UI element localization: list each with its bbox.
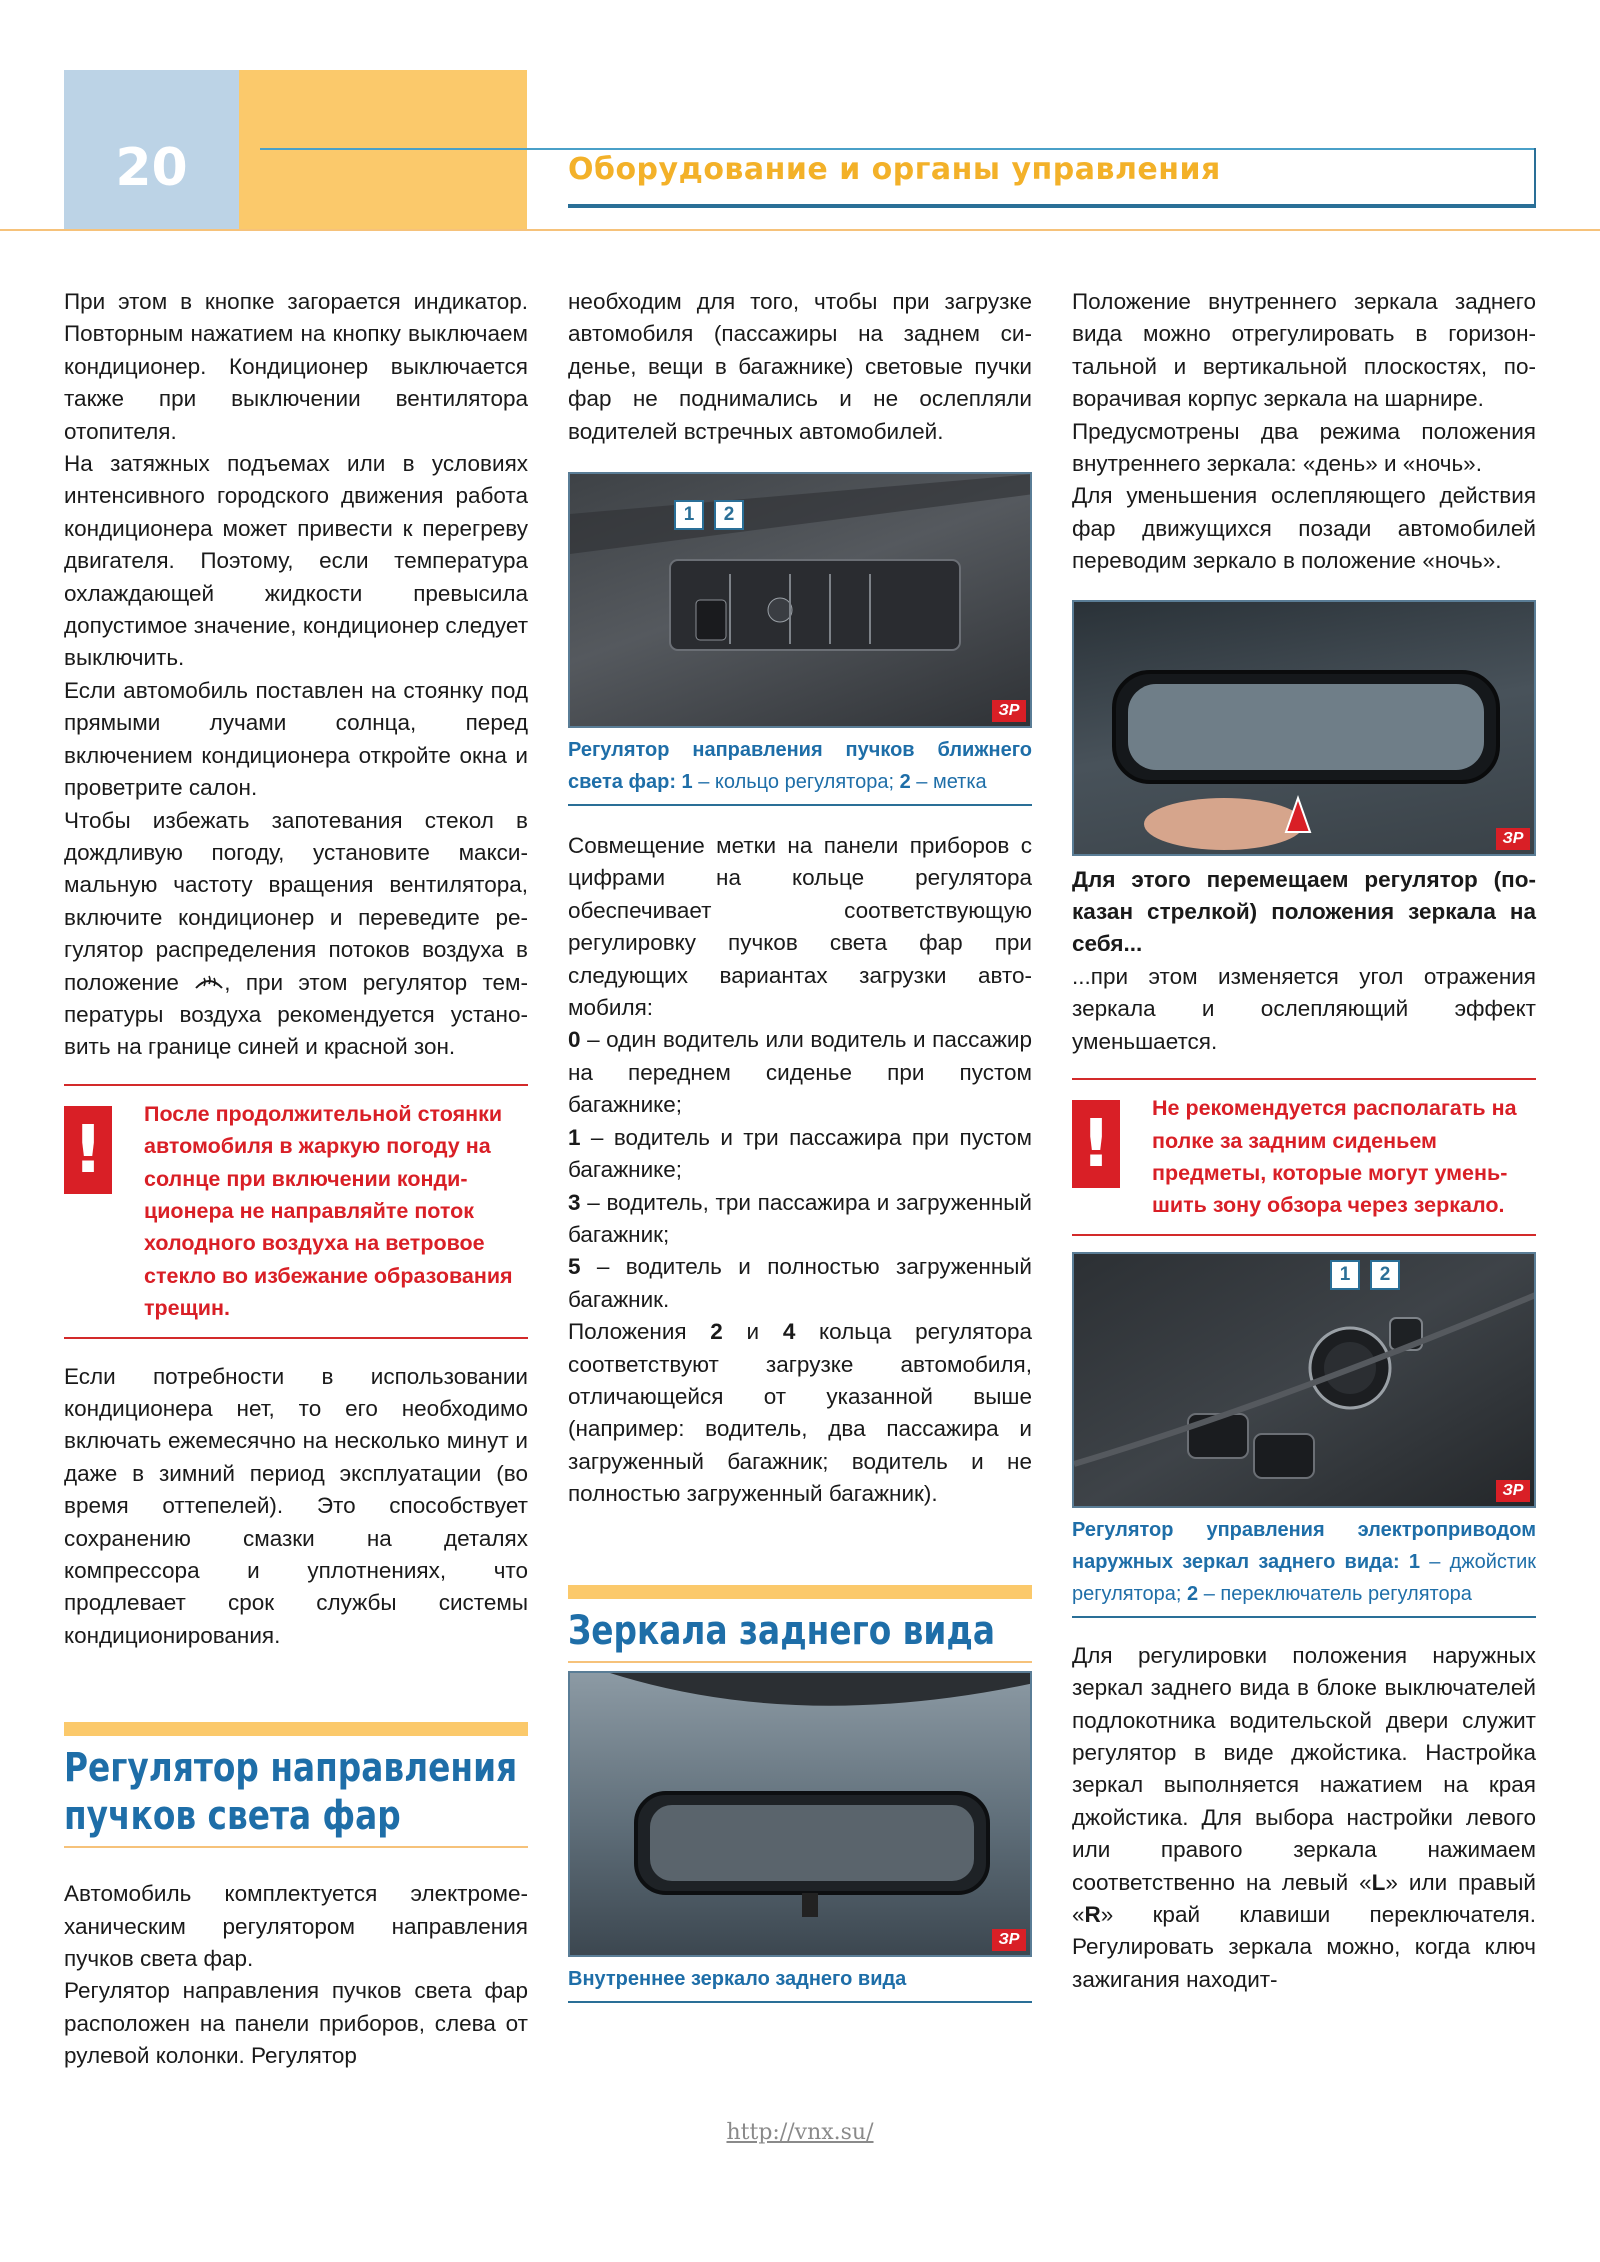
callout-2: 2 — [714, 500, 744, 530]
paragraph: Для уменьшения ослепляющего действия фар движущихся позади автомобилей переводим зеркало в положение «ночь». — [1072, 483, 1536, 574]
list-item — [568, 1251, 1032, 1316]
warning-icon: ! — [64, 1106, 112, 1194]
heading-bar — [568, 1585, 1032, 1599]
column-middle — [568, 286, 1032, 2003]
publisher-badge: ЗР — [992, 1929, 1026, 1951]
paragraph-text: и — [722, 1319, 783, 1345]
header-divider — [0, 229, 1600, 231]
paragraph-text: » или правый « — [1072, 1869, 1536, 1927]
caption-number: 2 — [899, 771, 911, 794]
door-controls-illustration — [1074, 1254, 1536, 1506]
caption-text: – метка — [910, 771, 987, 794]
photo-outside-mirror-controls — [1072, 1252, 1536, 1508]
footer-link[interactable]: http://vnx.su/ — [726, 2120, 874, 2145]
publisher-badge: ЗР — [1496, 828, 1530, 850]
mirror-lever-illustration — [1074, 602, 1536, 854]
publisher-badge: ЗР — [1496, 1480, 1530, 1502]
warning-box — [1072, 1078, 1536, 1236]
paragraph-bold: Для этого перемещаем регулятор (показан стрелкой) положения зеркала на себя... — [1072, 866, 1536, 957]
publisher-badge: ЗР — [992, 700, 1026, 722]
paragraph: Предусмотрены два режима положения внутреннего зеркала: «день» и «ночь». — [1072, 418, 1536, 477]
caption-bold: Регулятор управления электроприводом наружных зеркал заднего вида: 1 — [1072, 1518, 1536, 1573]
paragraph-text: Чтобы избежать запотевания стекол в дождливую погоду, установите максимальную частоту вращения вентилятора, включите кондиционер и переведите регулятор распределения потоков воздуха в положение — [64, 807, 528, 995]
paragraph — [1072, 1640, 1536, 1996]
caption-headlight-regulator — [568, 728, 1032, 806]
paragraph: Положение внутреннего зеркала заднего вида можно отрегулировать в горизонтальной и вертикальной плоскостях, поворачивая корпус зеркала на шарнире. — [1072, 289, 1536, 412]
list-item — [568, 1024, 1032, 1121]
column-left — [64, 286, 528, 2073]
caption-interior-mirror: Внутреннее зеркало заднего вида — [568, 1957, 1032, 2003]
caption-bold: Регулятор направления пучков ближнего света фар: 1 — [568, 739, 1032, 794]
list-number: 3 — [568, 1189, 581, 1215]
header-accent-box — [239, 70, 527, 230]
paragraph-text: » край клавиши переключателя. Регулировать зеркала можно, когда ключ зажигания находит- — [1072, 1901, 1536, 1992]
paragraph: Если автомобиль поставлен на стоянку под прямыми лучами солнца, перед включением кондиционера откройте окна и проветрите салон. — [64, 677, 528, 801]
header-underline — [568, 204, 1536, 208]
heading-mirrors: Зеркала заднего вида — [568, 1607, 996, 1654]
photo-mirror-day-night-lever — [1072, 600, 1536, 856]
paragraph — [568, 1316, 1032, 1510]
list-item — [568, 1122, 1032, 1187]
heading-underline — [568, 1661, 1032, 1663]
paragraph-number: 2 — [710, 1319, 723, 1345]
paragraph: Совмещение метки на панели приборов с цифрами на кольце регулятора обеспечивает соответствующую регулировку пучков света фар при следующих вариантах загрузки автомобиля: — [568, 833, 1032, 1021]
paragraph: необходим для того, чтобы при загрузке автомобиля (пассажиры на заднем сиденье, вещи в багажнике) световые пучки фар не поднимались и не ослепляли водителей встречных автомобилей. — [568, 289, 1032, 444]
list-number: 5 — [568, 1254, 581, 1280]
callout-1: 1 — [1330, 1260, 1360, 1290]
callout-1: 1 — [674, 500, 704, 530]
interior-mirror-illustration — [570, 1673, 1032, 1955]
callout-2: 2 — [1370, 1260, 1400, 1290]
heading-headlight-leveling: Регулятор направления пучков света фар — [64, 1745, 518, 1840]
list-text: – водитель и полностью загруженный багажник. — [568, 1254, 1032, 1312]
warning-text: После продолжительной стоянки автомобиля в жаркую погоду на солнце при включении кондиционера не направляйте поток холодного воздуха на ветровое стекло во избежание образования трещин. — [144, 1101, 513, 1321]
paragraph: Автомобиль комплектуется электромеханическим регулятором направления пучков света фар. — [64, 1881, 528, 1972]
dashboard-panel-illustration — [570, 474, 1032, 726]
paragraph-text: Для регулировки положения наружных зеркал заднего вида в блоке выключателей подлокотника водительской двери служит регулятор в виде джойстика. Настройка зеркал выполняется нажатием на края джойстика. Для выбора настройки левого или правого зеркала нажимаем соответственно на левый « — [1072, 1642, 1536, 1895]
caption-outside-mirror-controls — [1072, 1508, 1536, 1618]
windshield-defrost-icon — [194, 972, 224, 992]
paragraph: Если потребности в использовании кондиционера нет, то его необходимо включать ежемесячно на несколько минут и даже в зимний период эксплуатации (во время оттепелей). Это способствует сохранению смазки на деталях компрессора и уплотнениях, что продлевает срок службы системы кондиционирования. — [64, 1363, 528, 1648]
section-title: Оборудование и органы управления — [568, 152, 1221, 187]
caption-text: – переключатель регулятора — [1198, 1582, 1472, 1605]
header-rule — [260, 148, 1536, 150]
warning-text: Не рекомендуется располагать на полке за задним сиденьем предметы, которые могут уменьшить зону обзора через зеркало. — [1152, 1096, 1517, 1218]
paragraph: ...при этом изменяется угол отражения зеркала и ослепляющий эффект уменьшается. — [1072, 963, 1536, 1054]
caption-text: – кольцо регулятора; — [692, 771, 900, 794]
list-number: 0 — [568, 1027, 581, 1053]
paragraph-text: , при этом регулятор температуры воздуха рекомендуется установить на границе синей и красной зон. — [64, 969, 528, 1060]
caption-number: 2 — [1187, 1582, 1199, 1605]
key-letter: R — [1084, 1901, 1101, 1927]
list-text: – водитель и три пассажира при пустом багажнике; — [568, 1124, 1032, 1183]
paragraph-text: кольца регулятора соответствуют загрузке автомобиля, отличающейся от указанной выше (например: водитель, два пассажира и загруженный багажник; водитель и не полностью загруженный багажник). — [568, 1319, 1033, 1507]
header-rule-end — [1534, 148, 1536, 208]
photo-headlight-regulator — [568, 472, 1032, 728]
paragraph: Регулятор направления пучков света фар расположен на панели приборов, слева от рулевой колонки. Регулятор — [64, 1978, 528, 2069]
warning-icon: ! — [1072, 1100, 1120, 1188]
paragraph: На затяжных подъемах или в условиях интенсивного городского движения работа кондиционера может привести к перегреву двигателя. Поэтому, если температура охлаждающей жидкости превысила допустимое значение, кондиционер следует выключить. — [64, 451, 528, 671]
key-letter: L — [1371, 1869, 1386, 1895]
paragraph-text: Положения — [568, 1319, 711, 1345]
warning-box — [64, 1084, 528, 1339]
list-number: 1 — [568, 1124, 581, 1150]
paragraph — [64, 805, 528, 1064]
list-text: – один водитель или водитель и пассажир на переднем сиденье при пустом багажнике; — [568, 1027, 1032, 1118]
paragraph-number: 4 — [782, 1319, 796, 1345]
photo-interior-mirror — [568, 1671, 1032, 1957]
list-item — [568, 1187, 1032, 1252]
page-number: 20 — [115, 138, 188, 198]
paragraph: При этом в кнопке загорается индикатор. Повторным нажатием на кнопку выключаем кондиционер. Кондиционер выключается также при выключении вентилятора отопителя. — [64, 289, 528, 444]
heading-bar — [64, 1722, 528, 1736]
column-right — [1072, 286, 1536, 1996]
list-text: – водитель, три пассажира и загруженный багажник; — [568, 1189, 1032, 1247]
caption-text: – джойстик регулятора; — [1072, 1550, 1536, 1605]
